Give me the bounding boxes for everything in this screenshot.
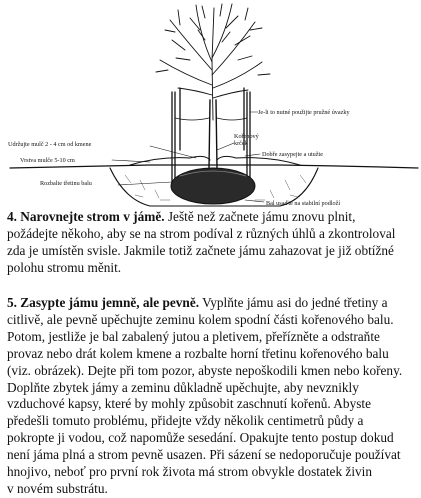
label-mulch-trunk: Udržujte mulč 2 - 4 cm od kmene [8, 141, 92, 148]
label-stake-note: Je-li to nutné použijte pružné úvazky [258, 109, 350, 116]
step-5-line-7: vzduchové kapsy, které by mohly způsobit zaschnutí kořenů. Abyste [7, 396, 371, 412]
step-5-paragraph [7, 295, 415, 498]
step-5-line-1: 5. Zasypte jámu jemně, ale pevně. Vyplňte jámu asi do jedné třetiny a [7, 295, 388, 310]
step-5-title: 5. Zasypte jámu jemně, ale pevně. [7, 295, 200, 310]
label-base-soil: Bal usaďte na stabilní podloží [266, 200, 341, 207]
label-soil-note: Dobře zasypejte a utužte [262, 151, 323, 158]
label-mulch-depth: Vrstva mulče 5-10 cm [20, 157, 75, 164]
label-trunk-flare-line1: Kořenový [234, 133, 259, 140]
step-5-line-6: Doplňte zbytek jámy a zeminu důkladně upěchujte, aby nevznikly [7, 379, 359, 395]
step-5-line-11: hnojivo, neboť pro první rok života má strom obvykle dostatek živin [7, 464, 373, 480]
step-5-line-10: není jáma plná a strom pevně usazen. Při sázení se nedoporučuje používat [7, 447, 401, 463]
tree-drawing [10, 4, 418, 206]
step-4-line-1: 4. Narovnejte strom v jámě. Ještě než začnete jámu znovu plnit, [7, 209, 356, 224]
flexible-ties [175, 118, 247, 120]
step-4-line-2: požádejte někoho, aby se na strom podíval z různých úhlů a zkontroloval [7, 225, 396, 241]
step-4-line-3: zda je umístěn svisle. Jakmile totiž začnete jámu zahazovat je již obtížné [7, 242, 394, 258]
step-5-line-4: provaz nebo drát kolem kmene a rozbalte horní třetinu kořenového balu [7, 345, 389, 361]
step-4-title: 4. Narovnejte strom v jámě. [7, 209, 165, 224]
step-4-paragraph [7, 209, 415, 277]
step-4-line-4: polohu stromu měnit. [7, 259, 122, 275]
tree-planting-illustration [0, 0, 421, 210]
step-5-line-3: Potom, jestliže je bal zabalený jutou a pletivem, přeřízněte a odstraňte [7, 328, 380, 344]
step-5-line-5: (viz. obrázek). Dejte při tom pozor, abyste nepoškodili kmen nebo kořeny. [7, 362, 403, 378]
step-5-line-12: v novém substrátu. [7, 480, 108, 496]
label-trunk-flare-line2: krček [234, 140, 248, 147]
label-ball-third: Rozbalte třetinu balu [40, 180, 92, 187]
root-ball [171, 168, 255, 204]
tree-canopy [156, 4, 270, 120]
step-5-line-8: předešli tomuto problému, přidejte vždy několik centimetrů půdy a [7, 413, 364, 429]
step-5-line-2: citlivě, ale pevně upěchujte zeminu kolem spodní části kořenového balu. [7, 311, 394, 327]
step-5-line-9: pokropte ji vodou, což napomůže sesedání. Opakujte tento postup dokud [7, 430, 394, 446]
